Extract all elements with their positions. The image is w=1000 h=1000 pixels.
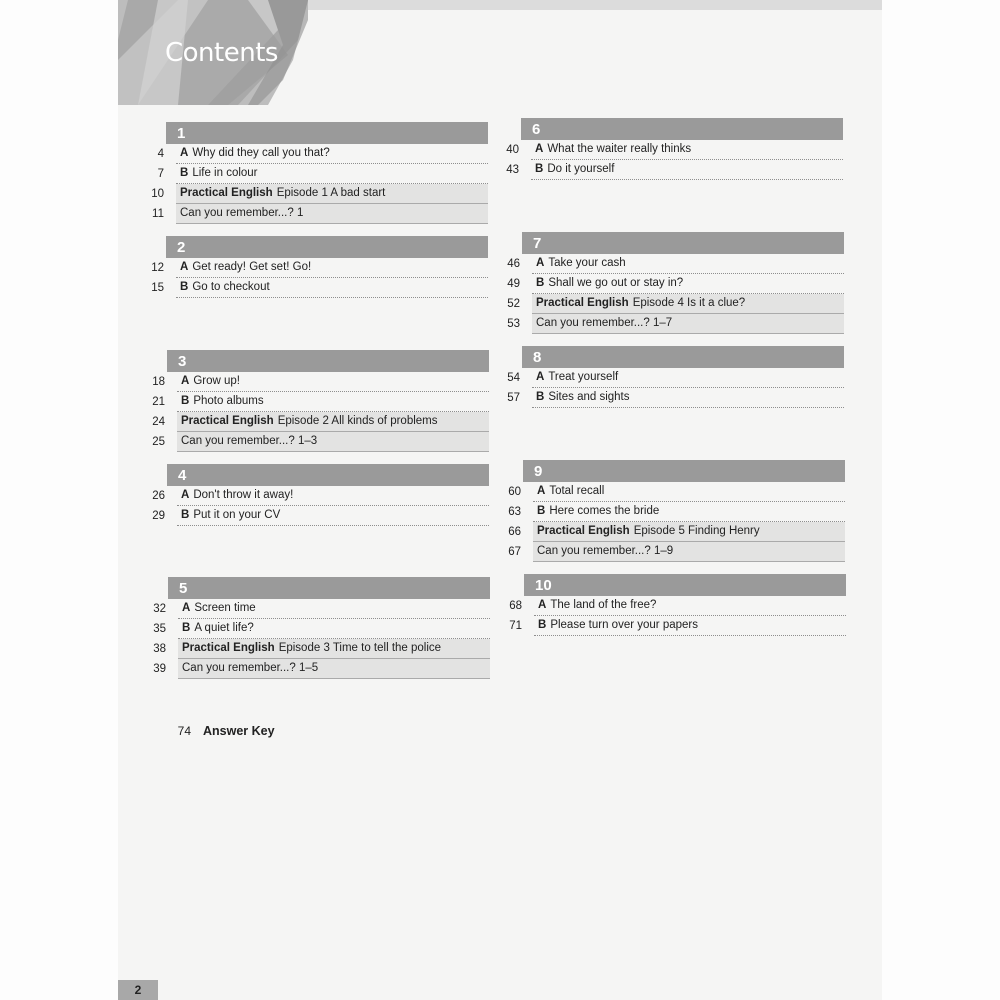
list-item[interactable] [142, 204, 488, 224]
lesson-title: Do it yourself [547, 163, 615, 175]
lesson-letter: B [538, 619, 547, 631]
lesson-title: Episode 1 A bad start [276, 187, 386, 199]
lesson-title: Can you remember...? 1–3 [181, 435, 318, 447]
unit-4 [143, 464, 489, 526]
list-item[interactable] [143, 486, 489, 506]
lesson-title: Episode 3 Time to tell the police [278, 642, 442, 654]
lesson-title: Go to checkout [192, 281, 270, 293]
page-number: 15 [151, 282, 164, 294]
lesson-letter: B [535, 163, 544, 175]
page-number: 74 [177, 724, 191, 738]
list-item[interactable] [499, 542, 845, 562]
lesson-title: Episode 4 Is it a clue? [632, 297, 746, 309]
lesson-title: Take your cash [548, 257, 626, 269]
lesson-title: Shall we go out or stay in? [548, 277, 684, 289]
lesson-letter: A [180, 147, 189, 159]
unit-9 [499, 460, 845, 562]
lesson-letter: B [536, 391, 545, 403]
top-strip [300, 0, 882, 10]
lesson-letter: B [181, 395, 190, 407]
answer-key-entry[interactable] [165, 724, 275, 738]
page-number: 11 [152, 208, 164, 220]
page-number: 68 [509, 600, 522, 612]
unit-6 [497, 118, 843, 180]
lesson-title: Photo albums [193, 395, 264, 407]
lesson-letter: B [182, 622, 191, 634]
unit-number-bar: 6 [521, 118, 843, 140]
list-item[interactable] [497, 160, 843, 180]
page-number: 29 [152, 510, 165, 522]
lesson-letter: A [535, 143, 544, 155]
page-number: 46 [507, 258, 520, 270]
lesson-title: Get ready! Get set! Go! [192, 261, 312, 273]
page-number: 21 [152, 396, 165, 408]
list-item[interactable] [142, 164, 488, 184]
unit-2 [142, 236, 488, 298]
practical-english-label: Practical English [182, 642, 275, 654]
unit-number-bar: 10 [524, 574, 846, 596]
lesson-title: Total recall [549, 485, 605, 497]
lesson-title: Please turn over your papers [550, 619, 698, 631]
page-number: 54 [507, 372, 520, 384]
lesson-letter: B [181, 509, 190, 521]
unit-number-bar: 1 [166, 122, 488, 144]
page-number: 52 [507, 298, 520, 310]
page-number: 32 [153, 603, 166, 615]
lesson-letter: A [181, 375, 190, 387]
page-number: 71 [509, 620, 522, 632]
page-number: 43 [506, 164, 519, 176]
practical-english-label: Practical English [537, 525, 630, 537]
lesson-letter: A [536, 371, 545, 383]
unit-number-bar: 8 [522, 346, 844, 368]
list-item[interactable] [142, 278, 488, 298]
list-item[interactable] [497, 140, 843, 160]
lesson-title: A quiet life? [194, 622, 254, 634]
lesson-title: Can you remember...? 1–7 [536, 317, 673, 329]
list-item[interactable] [498, 368, 844, 388]
list-item[interactable] [498, 254, 844, 274]
unit-number-bar: 4 [167, 464, 489, 486]
page-number: 40 [506, 144, 519, 156]
lesson-letter: A [538, 599, 547, 611]
lesson-title: Don't throw it away! [193, 489, 294, 501]
lesson-title: Can you remember...? 1 [180, 207, 304, 219]
list-item[interactable] [144, 659, 490, 679]
lesson-title: Treat yourself [548, 371, 619, 383]
lesson-letter: A [181, 489, 190, 501]
unit-number-bar: 9 [523, 460, 845, 482]
page-number: 53 [507, 318, 520, 330]
lesson-title: Episode 5 Finding Henry [633, 525, 760, 537]
answer-key-label: Answer Key [203, 724, 275, 738]
unit-3 [143, 350, 489, 452]
page-number: 7 [157, 168, 164, 180]
list-item[interactable] [144, 619, 490, 639]
page-number: 4 [157, 148, 164, 160]
lesson-title: Can you remember...? 1–9 [537, 545, 674, 557]
lesson-letter: B [537, 505, 546, 517]
lesson-title: Why did they call you that? [192, 147, 330, 159]
list-item[interactable] [498, 274, 844, 294]
page-number: 63 [508, 506, 521, 518]
practical-english-label: Practical English [180, 187, 273, 199]
list-item[interactable] [143, 412, 489, 432]
list-item[interactable] [142, 258, 488, 278]
page-title: Contents [165, 38, 278, 68]
lesson-letter: A [536, 257, 545, 269]
unit-number-bar: 7 [522, 232, 844, 254]
unit-7 [498, 232, 844, 334]
list-item[interactable] [498, 314, 844, 334]
page-number: 67 [508, 546, 521, 558]
list-item[interactable] [499, 522, 845, 542]
unit-1 [142, 122, 488, 224]
list-item[interactable] [142, 184, 488, 204]
page-number: 24 [152, 416, 165, 428]
lesson-title: What the waiter really thinks [547, 143, 692, 155]
practical-english-label: Practical English [536, 297, 629, 309]
lesson-letter: A [537, 485, 546, 497]
lesson-title: Screen time [194, 602, 256, 614]
page-number: 25 [152, 436, 165, 448]
lesson-title: Can you remember...? 1–5 [182, 662, 319, 674]
page-number: 49 [507, 278, 520, 290]
list-item[interactable] [499, 502, 845, 522]
practical-english-label: Practical English [181, 415, 274, 427]
unit-8 [498, 346, 844, 408]
list-item[interactable] [142, 144, 488, 164]
unit-10 [500, 574, 846, 636]
list-item[interactable] [500, 596, 846, 616]
list-item[interactable] [143, 392, 489, 412]
list-item[interactable] [499, 482, 845, 502]
page-number: 66 [508, 526, 521, 538]
lesson-letter: A [182, 602, 191, 614]
lesson-letter: B [180, 281, 189, 293]
page-number: 18 [152, 376, 165, 388]
list-item[interactable] [143, 506, 489, 526]
unit-number-bar: 3 [167, 350, 489, 372]
list-item[interactable] [500, 616, 846, 636]
lesson-letter: B [180, 167, 189, 179]
page-number-footer: 2 [118, 980, 158, 1000]
lesson-title: The land of the free? [550, 599, 657, 611]
lesson-title: Put it on your CV [193, 509, 281, 521]
list-item[interactable] [143, 432, 489, 452]
page-number: 35 [153, 623, 166, 635]
lesson-title: Life in colour [192, 167, 258, 179]
lesson-title: Grow up! [193, 375, 240, 387]
lesson-letter: A [180, 261, 189, 273]
page-number: 12 [151, 262, 164, 274]
lesson-letter: B [536, 277, 545, 289]
unit-number-bar: 2 [166, 236, 488, 258]
lesson-title: Episode 2 All kinds of problems [277, 415, 438, 427]
page-number: 39 [153, 663, 166, 675]
lesson-title: Here comes the bride [549, 505, 660, 517]
list-item[interactable] [498, 388, 844, 408]
page-number: 57 [507, 392, 520, 404]
list-item[interactable] [143, 372, 489, 392]
list-item[interactable] [144, 639, 490, 659]
lesson-title: Sites and sights [548, 391, 630, 403]
list-item[interactable] [144, 599, 490, 619]
unit-5 [144, 577, 490, 679]
page-number: 26 [152, 490, 165, 502]
page-number: 38 [153, 643, 166, 655]
page-number: 10 [151, 188, 164, 200]
list-item[interactable] [498, 294, 844, 314]
page-number: 60 [508, 486, 521, 498]
unit-number-bar: 5 [168, 577, 490, 599]
